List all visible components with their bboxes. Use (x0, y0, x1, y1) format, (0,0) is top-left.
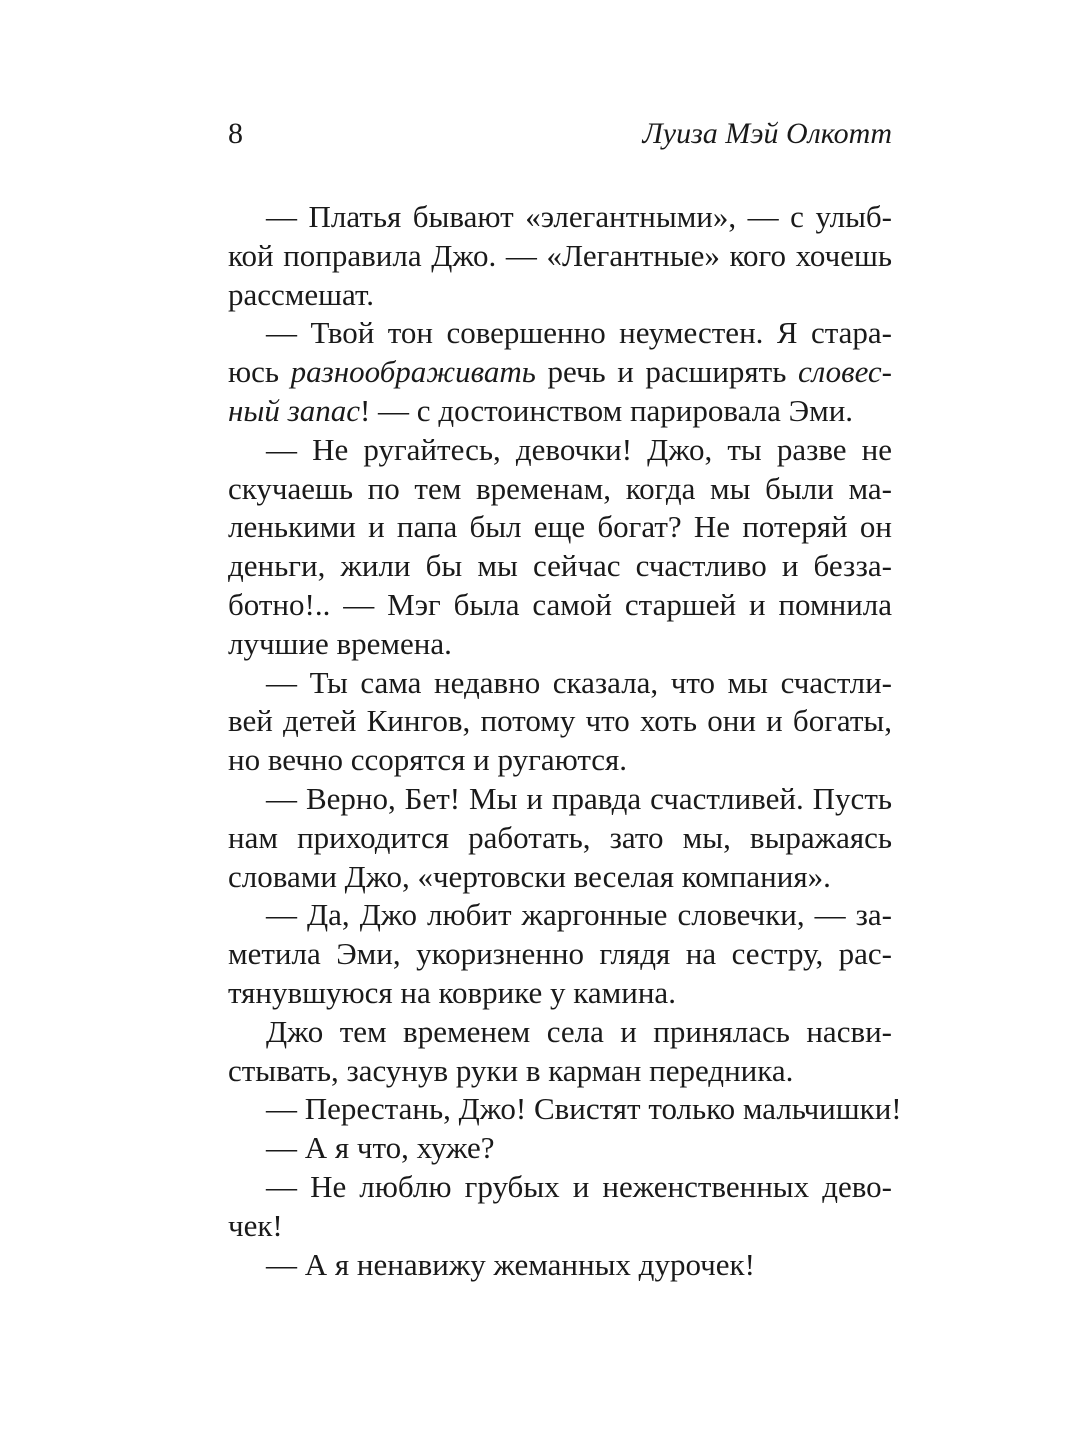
body-text (228, 198, 902, 1284)
text-line (228, 935, 892, 974)
paragraph (228, 198, 892, 314)
text-run: — Твой тон совершенно неуместен. Я стара- (266, 315, 892, 351)
page-header (228, 112, 892, 156)
text-line (228, 1090, 902, 1129)
paragraph (228, 1129, 892, 1168)
text-line (228, 431, 892, 470)
text-run: но вечно ссорятся и ругаются. (228, 742, 628, 778)
text-line (228, 1168, 892, 1207)
text-run: — Не ругайтесь, девочки! Джо, ты разве не (266, 431, 892, 467)
text-line (228, 237, 892, 276)
text-line (228, 314, 892, 353)
text-line (228, 896, 892, 935)
text-line (228, 470, 892, 509)
italic-text: разноображивать (290, 354, 536, 390)
text-run: нам приходится работать, зато мы, выражаясь (228, 819, 892, 855)
text-run: — Верно, Бет! Мы и правда счастливей. Пусть (266, 780, 892, 816)
text-line (228, 198, 892, 237)
text-line (228, 1207, 892, 1246)
text-run: — Перестань, Джо! Свистят только мальчишки! (266, 1091, 902, 1127)
text-line (228, 858, 892, 897)
text-run: метила Эми, укоризненно глядя на сестру, рас- (228, 936, 892, 972)
text-run: кой поправила Джо. — «Легантные» кого хочешь (228, 237, 892, 273)
text-line (228, 1246, 892, 1285)
paragraph (228, 664, 892, 780)
text-run: тянувшуюся на коврике у камина. (228, 974, 676, 1010)
page-number: 8 (228, 117, 243, 150)
text-run: ботно!.. — Мэг была самой старшей и помнила (228, 586, 892, 622)
text-run: — А я что, хуже? (266, 1130, 495, 1166)
text-run: стывать, засунув руки в карман передника. (228, 1052, 794, 1088)
text-line (228, 702, 892, 741)
text-line (228, 353, 892, 392)
text-run: словами Джо, «чертовски веселая компания». (228, 858, 831, 894)
text-run: скучаешь по тем временам, когда мы были ма- (228, 470, 892, 506)
text-run: деньги, жили бы мы сейчас счастливо и безза- (228, 548, 892, 584)
text-line (228, 1052, 892, 1091)
paragraph (228, 780, 892, 896)
paragraph (228, 314, 892, 430)
text-run: — Платья бывают «элегантными», — с улыб- (266, 199, 892, 234)
text-run: речь и расширять (535, 354, 798, 390)
text-run: рассмешат. (228, 276, 374, 312)
text-line (228, 1129, 892, 1168)
italic-text: ный запас (228, 392, 360, 428)
paragraph (228, 1013, 892, 1091)
text-line (228, 508, 892, 547)
text-run: ленькими и папа был еще богат? Не потеряй он (228, 509, 892, 545)
text-line (228, 741, 892, 780)
text-run: Джо тем временем села и принялась насви- (266, 1013, 892, 1049)
text-line (228, 819, 892, 858)
text-line (228, 547, 892, 586)
text-run: — Да, Джо любит жаргонные словечки, — за- (266, 897, 892, 933)
paragraph (228, 431, 892, 664)
text-line (228, 392, 892, 431)
running-title: Луиза Мэй Олкотт (642, 117, 892, 150)
text-line (228, 780, 892, 819)
text-run: вей детей Кингов, потому что хоть они и богаты, (228, 703, 892, 739)
text-run: ! — с достоинством парировала Эми. (359, 392, 854, 428)
text-run: — Не люблю грубых и неженственных дево- (266, 1168, 892, 1204)
text-run: лучшие времена. (228, 625, 452, 661)
text-line (228, 974, 892, 1013)
text-line (228, 586, 892, 625)
text-line (228, 664, 892, 703)
paragraph (228, 1090, 902, 1129)
text-run: — Ты сама недавно сказала, что мы счастли- (266, 664, 892, 700)
italic-text: словес- (797, 354, 892, 390)
text-line (228, 1013, 892, 1052)
paragraph (228, 896, 892, 1012)
text-line (228, 625, 892, 664)
text-line (228, 276, 892, 315)
paragraph (228, 1246, 892, 1285)
text-run: — А я ненавижу жеманных дурочек! (266, 1246, 755, 1282)
text-run: чек! (228, 1207, 283, 1243)
paragraph (228, 1168, 892, 1246)
text-run: юсь (228, 354, 291, 390)
